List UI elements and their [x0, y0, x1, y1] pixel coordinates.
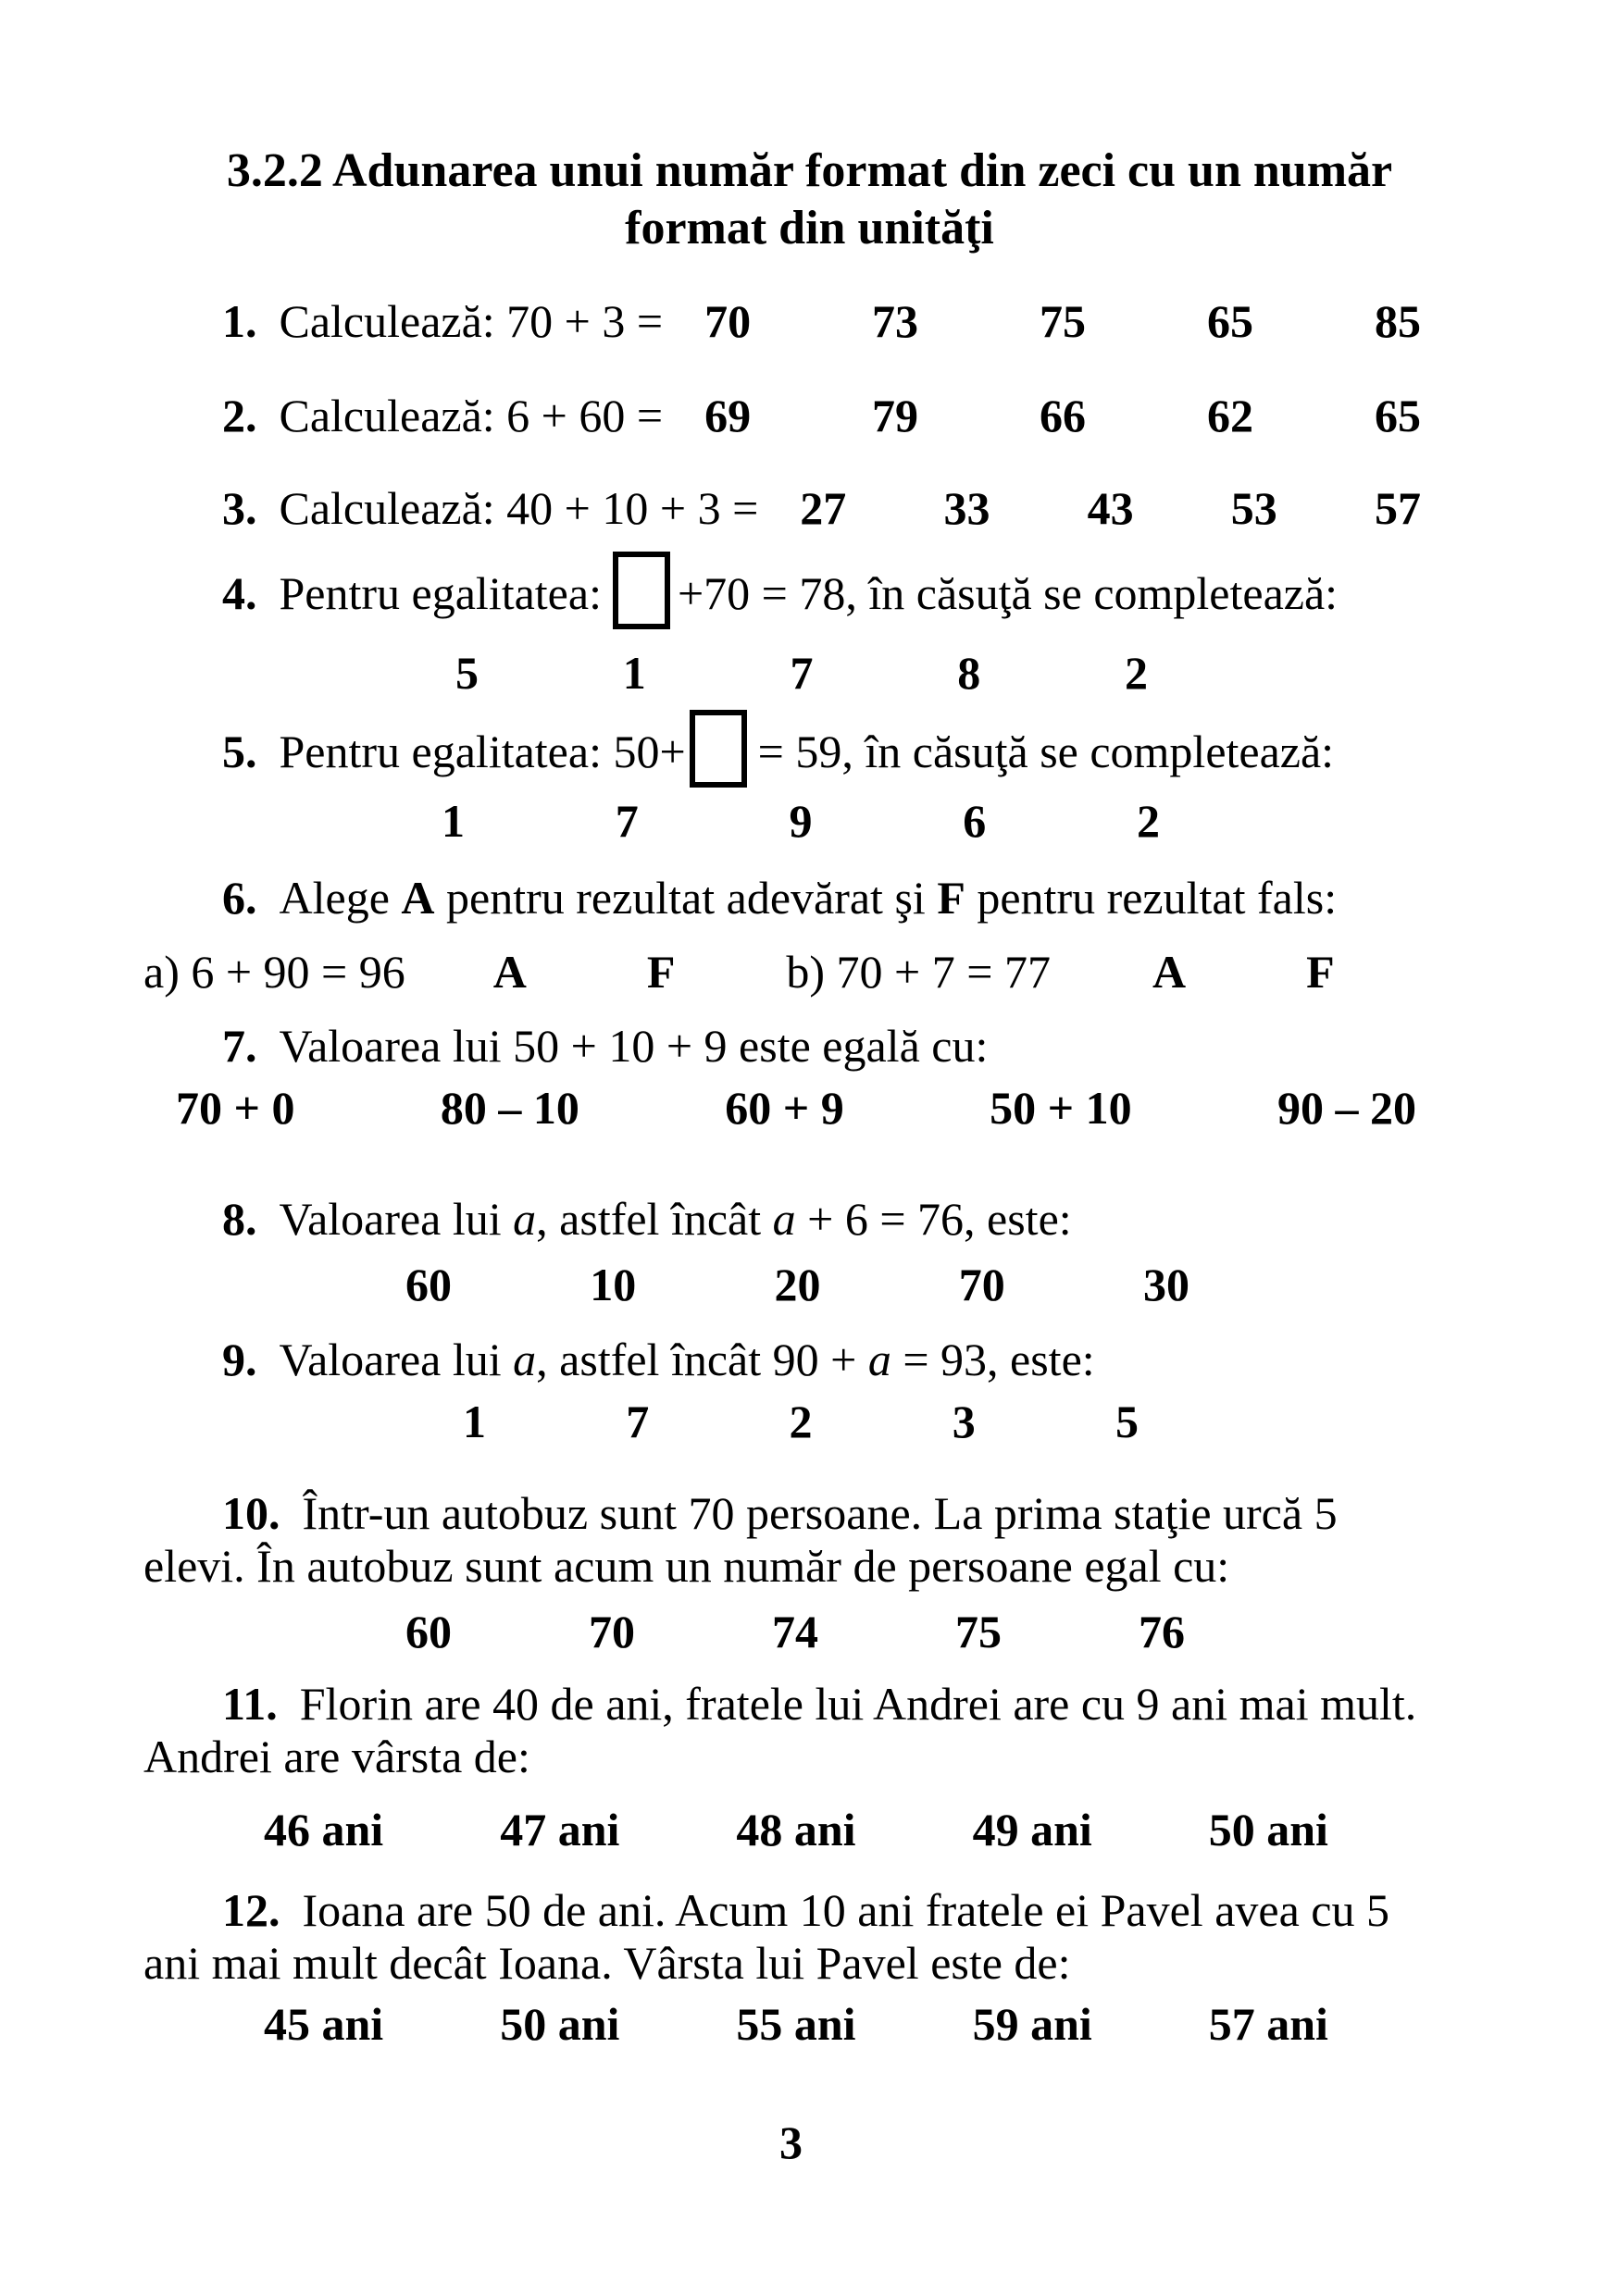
option-value: 65 [1374, 390, 1421, 441]
option-value: 70 [958, 1259, 1005, 1310]
item-6-text: Alege A pentru rezultat adevărat şi F pentru rezultat fals: [279, 872, 1338, 924]
item-10-text-1: Într-un autobuz sunt 70 persoane. La prima staţie urcă 5 [302, 1487, 1338, 1539]
item-4-number: 4. [222, 567, 257, 619]
item-11-text-1: Florin are 40 de ani, fratele lui Andrei are cu 9 ani mai mult. [299, 1678, 1417, 1730]
section-title [0, 143, 1619, 257]
option-value: 1 [622, 647, 646, 699]
item-5-number: 5. [222, 726, 257, 777]
item-11-text-2: Andrei are vârsta de: [143, 1731, 530, 1782]
option-value: 59 ani [972, 1998, 1092, 2050]
option-value: 47 ani [500, 1804, 620, 1855]
option-value: 7 [615, 795, 639, 847]
option-value: 50 + 10 [990, 1082, 1132, 1134]
option-value: 50 ani [500, 1998, 620, 2050]
item-10-text-2: elevi. În autobuz sunt acum un număr de persoane egal cu: [143, 1540, 1230, 1592]
title-line-2: format din unităţi [625, 202, 994, 254]
item-1-text: Calculează: 70 + 3 = [279, 295, 664, 347]
option-value: 10 [590, 1259, 637, 1310]
choice-false-a: F [646, 946, 676, 998]
option-value: 74 [772, 1606, 818, 1657]
item-3 [143, 482, 1476, 535]
item-1-options [704, 295, 1476, 348]
option-value: 50 ani [1208, 1804, 1328, 1855]
item-10-line-1 [143, 1487, 1476, 1540]
item-11 [143, 1678, 1476, 1783]
page-number: 3 [779, 2116, 803, 2168]
item-6-number: 6. [222, 872, 257, 924]
option-value: 70 [589, 1606, 635, 1657]
item-5-text-after: = 59, în căsuţă se completează: [757, 726, 1335, 777]
answer-box [690, 710, 747, 788]
item-1-number: 1. [222, 295, 257, 347]
item-9 [143, 1334, 1476, 1386]
option-value: 62 [1206, 390, 1253, 441]
item-7-number: 7. [222, 1020, 257, 1072]
item-8-number: 8. [222, 1193, 257, 1245]
item-5 [143, 710, 1476, 788]
option-value: 6 [963, 795, 987, 847]
option-value: 33 [943, 482, 990, 534]
option-value: 7 [626, 1396, 650, 1447]
item-12-number: 12. [222, 1884, 280, 1936]
item-2-options [704, 390, 1476, 442]
item-2 [143, 390, 1476, 442]
option-value: 65 [1206, 295, 1253, 347]
option-value: 8 [957, 647, 981, 699]
option-value: 75 [1040, 295, 1087, 347]
item-11-number: 11. [222, 1678, 278, 1730]
option-value: 76 [1139, 1606, 1185, 1657]
item-10 [143, 1487, 1476, 1593]
option-value: 70 [704, 295, 752, 347]
item-2-text: Calculează: 6 + 60 = [279, 390, 664, 441]
option-value: 55 ani [736, 1998, 856, 2050]
option-value: 69 [704, 390, 752, 441]
item-11-options [143, 1804, 1476, 1856]
choice-true-b: A [1152, 946, 1187, 998]
item-10-options [143, 1606, 1476, 1658]
option-value: 75 [955, 1606, 1002, 1657]
item-4-text-after: +70 = 78, în căsuţă se completează: [677, 567, 1339, 619]
option-value: 60 + 9 [725, 1082, 844, 1134]
option-value: 2 [1125, 647, 1148, 699]
option-value: 48 ani [736, 1804, 856, 1855]
option-value: 30 [1143, 1259, 1189, 1310]
option-value: 80 – 10 [440, 1082, 579, 1134]
item-7 [143, 1020, 1476, 1073]
item-3-options [800, 482, 1476, 535]
option-value: 73 [872, 295, 919, 347]
option-value: 70 + 0 [176, 1082, 295, 1134]
answer-box [613, 552, 670, 629]
option-value: 90 – 20 [1277, 1082, 1416, 1134]
option-value: 9 [789, 795, 813, 847]
item-11-line-1 [143, 1678, 1476, 1731]
item-3-text: Calculează: 40 + 10 + 3 = [279, 482, 759, 534]
item-6-truefalse-line [143, 946, 1476, 999]
item-8-text: Valoarea lui a, astfel încât a + 6 = 76, este: [279, 1193, 1072, 1245]
option-value: 5 [1115, 1396, 1139, 1447]
item-8-options [143, 1259, 1476, 1311]
option-value: 66 [1040, 390, 1087, 441]
item-7-text: Valoarea lui 50 + 10 + 9 este egală cu: [279, 1020, 989, 1072]
item-11-line-2 [143, 1731, 1476, 1783]
option-value: 2 [1137, 795, 1160, 847]
item-12-line-1 [143, 1884, 1476, 1937]
item-3-number: 3. [222, 482, 257, 534]
item-4 [143, 552, 1476, 629]
item-7-options [143, 1082, 1476, 1135]
option-value: 49 ani [972, 1804, 1092, 1855]
item-12-text-2: ani mai mult decât Ioana. Vârsta lui Pavel este de: [143, 1937, 1071, 1989]
item-4-text-before: Pentru egalitatea: [279, 567, 602, 619]
statement-a: a) 6 + 90 = 96 [143, 946, 405, 998]
option-value: 7 [790, 647, 814, 699]
item-9-number: 9. [222, 1334, 257, 1385]
item-2-number: 2. [222, 390, 257, 441]
item-1 [143, 295, 1476, 348]
item-12-text-1: Ioana are 50 de ani. Acum 10 ani fratele ei Pavel avea cu 5 [302, 1884, 1389, 1936]
option-value: 20 [774, 1259, 821, 1310]
title-line-1: 3.2.2 Adunarea unui număr format din zeci cu un număr [226, 144, 1393, 197]
option-value: 46 ani [264, 1804, 384, 1855]
item-5-text-before: Pentru egalitatea: 50+ [279, 726, 686, 777]
option-value: 45 ani [264, 1998, 384, 2050]
option-value: 1 [463, 1396, 486, 1447]
option-value: 60 [405, 1606, 452, 1657]
item-4-options [143, 647, 1476, 700]
option-value: 57 ani [1208, 1998, 1328, 2050]
option-value: 2 [789, 1396, 813, 1447]
option-value: 79 [872, 390, 919, 441]
option-value: 3 [952, 1396, 976, 1447]
item-12-line-2 [143, 1937, 1476, 1990]
item-12 [143, 1884, 1476, 1990]
choice-true-a: A [492, 946, 527, 998]
statement-b: b) 70 + 7 = 77 [786, 946, 1051, 998]
item-9-text: Valoarea lui a, astfel încât 90 + a = 93, este: [279, 1334, 1095, 1385]
item-9-options [143, 1396, 1476, 1448]
item-6 [143, 872, 1476, 925]
item-5-options [143, 795, 1476, 848]
option-value: 1 [442, 795, 465, 847]
item-10-line-2 [143, 1540, 1476, 1593]
choice-false-b: F [1306, 946, 1335, 998]
option-value: 53 [1230, 482, 1277, 534]
option-value: 27 [800, 482, 847, 534]
item-10-number: 10. [222, 1487, 280, 1539]
option-value: 5 [455, 647, 479, 699]
option-value: 60 [405, 1259, 452, 1310]
item-12-options [143, 1998, 1476, 2051]
option-value: 85 [1374, 295, 1421, 347]
option-value: 43 [1087, 482, 1134, 534]
option-value: 57 [1374, 482, 1421, 534]
item-8 [143, 1193, 1476, 1246]
